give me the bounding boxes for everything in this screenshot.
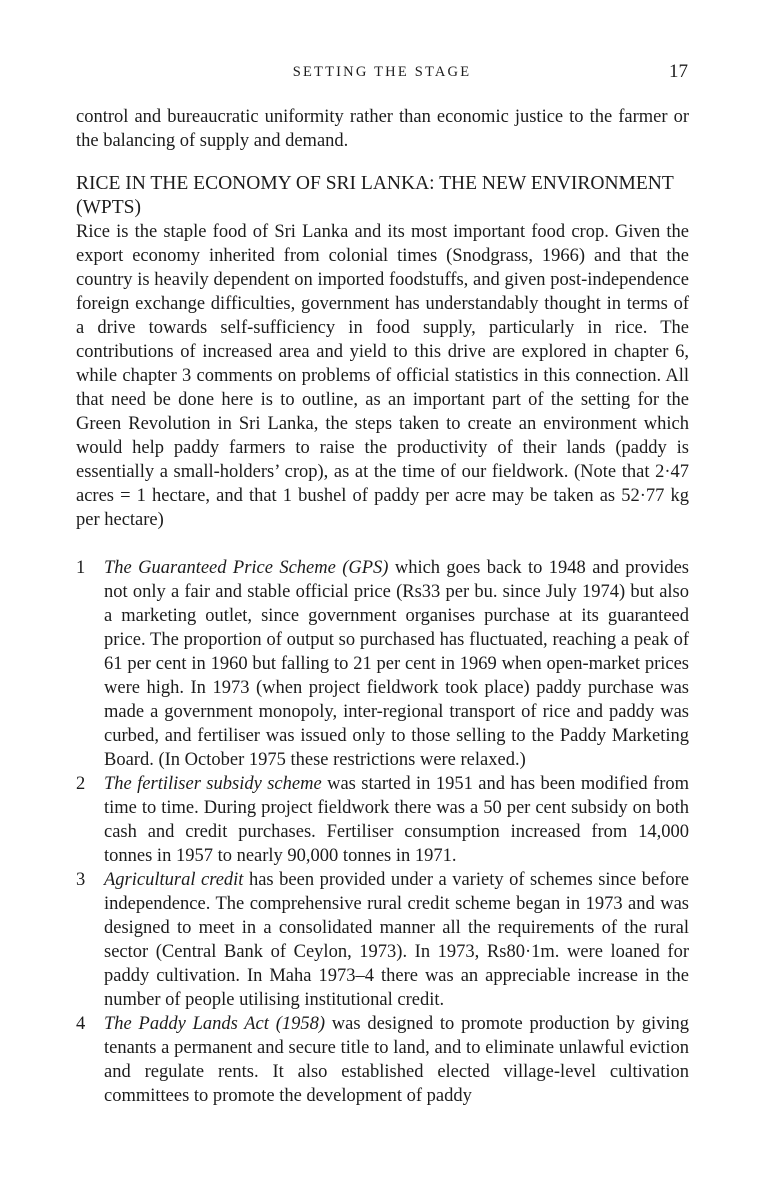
numbered-list [76,556,689,1108]
carryover-paragraph: control and bureaucratic uniformity rather than economic justice to the farmer or the balancing of supply and demand. [76,107,689,151]
list-item [76,556,689,772]
list-item [76,1012,689,1108]
list-item-number: 3 [76,870,86,890]
running-head-title: SETTING THE STAGE [292,64,472,80]
body-text [76,105,689,1108]
section-heading: RICE IN THE ECONOMY OF SRI LANKA: THE NEW ENVIRONMENT (WPTS) [76,173,674,218]
page-number: 17 [669,61,688,82]
list-item-term: The fertiliser subsidy scheme [104,774,322,794]
list-item [76,772,689,868]
list-item-number: 1 [76,558,86,578]
list-item-text: which goes back to 1948 and provides not only a fair and stable official price (Rs33 per bu. since July 1974) but also a marketing outlet, since government organises purchase at its guaranteed price. The proportion of output so purchased has fluctuated, reaching a peak of 61 per cent in 1960 but falling to 21 per cent in 1969 when open-market prices were high. In 1973 (when project fieldwork took place) paddy purchase was made a government monopoly, inter-regional transport of rice and paddy was curbed, and fertiliser was issued only to those selling to the Paddy Marketing Board. (In October 1975 these restrictions were relaxed.) [104,558,689,770]
list-item-term: The Paddy Lands Act (1958) [104,1014,326,1034]
list-item-term: The Guaranteed Price Scheme (GPS) [104,558,389,578]
list-item-number: 4 [76,1014,86,1034]
section-intro-paragraph: Rice is the staple food of Sri Lanka and its most important food crop. Given the export economy inherited from colonial times (Snodgrass, 1966) and that the country is heavily dependent on imported foodstuffs, and given post-independence foreign exchange difficulties, government has understandably thought in terms of a drive towards self-sufficiency in food supply, particularly in rice. The contributions of increased area and yield to this drive are explored in chapter 6, while chapter 3 comments on problems of official statistics in this connection. All that need be done here is to outline, as an important part of the setting for the Green Revolution in Sri Lanka, the steps taken to create an environment which would help paddy farmers to raise the productivity of their lands (paddy is essentially a small-holders’ crop), as at the time of our fieldwork. (Note that 2·47 acres = 1 hectare, and that 1 bushel of paddy per acre may be taken as 52·77 kg per hectare) [76,222,689,530]
list-item-text: was started in 1951 and has been modified from time to time. During project fieldwork there was a 50 per cent subsidy on both cash and credit purchases. Fertiliser consumption increased from 14,000 tonnes in 1957 to nearly 90,000 tonnes in 1971. [104,774,689,866]
running-head [76,61,688,88]
list-item-text: was designed to promote production by giving tenants a permanent and secure title to land, and to eliminate unlawful eviction and regulate rents. It also established elected village-level cultivation committees to promote the development of paddy [104,1014,689,1106]
list-item [76,868,689,1012]
list-item-number: 2 [76,774,86,794]
list-item-term: Agricultural credit [104,870,244,890]
list-item-text: has been provided under a variety of schemes since before independence. The comprehensive rural credit scheme began in 1973 and was designed to meet in a consolidated manner all the requirements of the rural sector (Central Bank of Ceylon, 1973). In 1973, Rs80·1m. were loaned for paddy cultivation. In Maha 1973–4 there was an appreciable increase in the number of people utilising institutional credit. [104,870,689,1010]
